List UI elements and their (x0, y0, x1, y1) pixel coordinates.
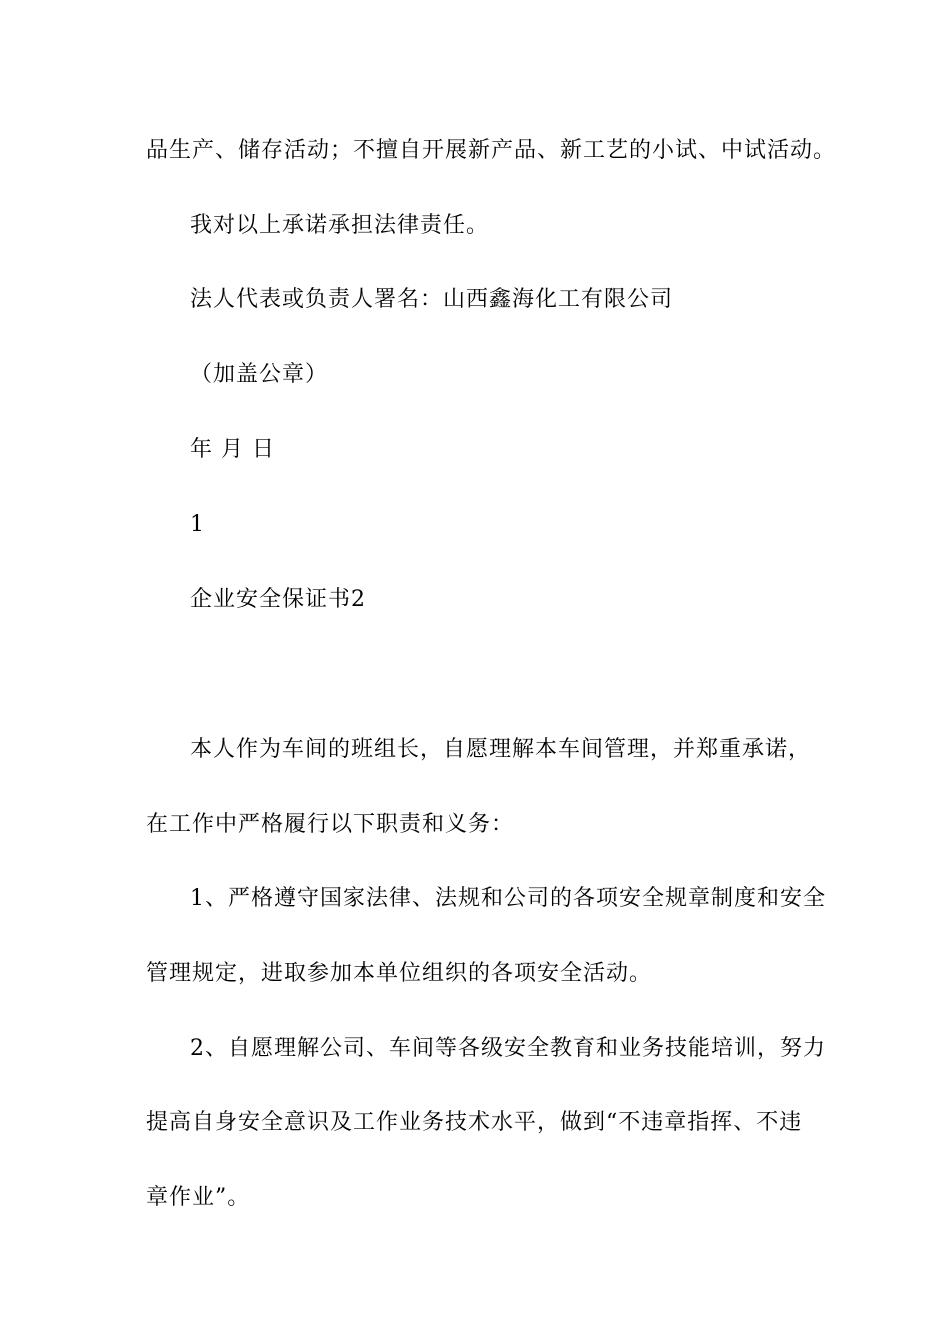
paragraph-line: 章作业”。 (146, 1185, 251, 1210)
paragraph-line: 提高自身安全意识及工作业务技术水平，做到“不违章指挥、不违 (146, 1110, 803, 1135)
item-number: 1 (190, 512, 205, 537)
section-title: 企业安全保证书2 (190, 587, 366, 612)
paragraph-line: 2、自愿理解公司、车间等各级安全教育和业务技能培训，努力 (190, 1036, 826, 1061)
date-line: 年 月 日 (190, 437, 275, 462)
paragraph-line: 管理规定，进取参加本单位组织的各项安全活动。 (146, 961, 653, 986)
paragraph-line: 本人作为车间的班组长，自愿理解本车间管理，并郑重承诺， (190, 737, 812, 762)
paragraph-continuation-line: 品生产、储存活动；不擅自开展新产品、新工艺的小试、中试活动。 (146, 138, 837, 163)
seal-note: （加盖公章） (190, 362, 329, 387)
paragraph-line: 在工作中严格履行以下职责和义务： (146, 812, 515, 837)
signatory-line: 法人代表或负责人署名：山西鑫海化工有限公司 (190, 287, 674, 312)
paragraph-line: 1、严格遵守国家法律、法规和公司的各项安全规章制度和安全 (190, 886, 826, 911)
legal-responsibility-statement: 我对以上承诺承担法律责任。 (190, 213, 490, 238)
